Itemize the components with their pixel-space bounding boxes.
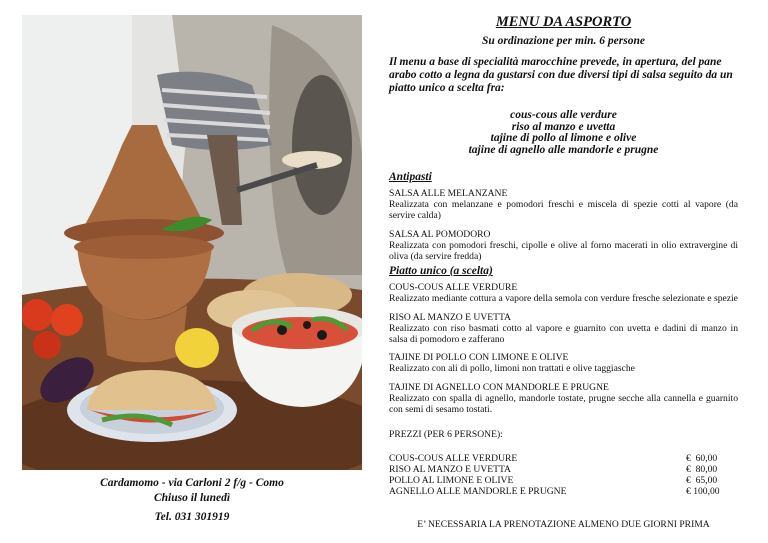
antipasti-heading: Antipasti: [389, 171, 432, 183]
price-row: [389, 453, 738, 464]
choice-list: [389, 110, 738, 156]
choice-item: riso al manzo e uvetta: [511, 120, 616, 133]
price-row: [389, 464, 738, 475]
price-amount: € 60,00: [686, 453, 718, 465]
menu-item-name: TAJINE DI AGNELLO CON MANDORLE E PRUGNE: [389, 381, 609, 393]
choice-item: tajine di agnello alle mandorle e prugne: [468, 143, 659, 156]
menu-item-name: COUS-COUS ALLE VERDURE: [389, 282, 518, 294]
price-item: POLLO AL LIMONE E OLIVE: [389, 475, 514, 487]
menu-item-desc: Realizzata con pomodori freschi, cipolle e olive al forno macerati in olio extravergine di oliva (da servire fredda): [389, 239, 738, 263]
menu-column: [389, 14, 738, 530]
menu-item-name: SALSA AL POMODORO: [389, 228, 491, 240]
menu-item-name: TAJINE DI POLLO CON LIMONE E OLIVE: [389, 352, 569, 364]
price-row: [389, 475, 738, 486]
menu-item: [389, 312, 738, 346]
prices-heading: PREZZI (PER 6 PERSONE):: [389, 429, 503, 441]
menu-item-desc: Realizzata con melanzane e pomodori freschi e miscela di spezie cotti al vapore (da servire calda): [389, 199, 738, 222]
closing-day: Chiuso il lunedì: [153, 492, 231, 504]
menu-intro: Il menu a base di specialità marocchine prevede, in apertura, del pane arabo cotto a legna da gustarsi con due diversi tipi di salsa seguito da un piatto unico a scelta fra:: [389, 56, 733, 94]
menu-item-name: RISO AL MANZO E UVETTA: [389, 311, 511, 323]
piatto-unico-heading: Piatto unico (a scelta): [389, 265, 493, 278]
price-amount: € 100,00: [686, 486, 720, 498]
menu-item-desc: Realizzato con riso basmati cotto al vapore e guarnito con uvetta e dadini di manzo in salsa di pomodoro e zafferano: [389, 322, 738, 346]
food-photo-icon: [22, 15, 362, 470]
menu-item: [389, 282, 738, 304]
menu-item-desc: Realizzato con ali di pollo, limoni non trattati e olive taggiasche: [389, 363, 635, 375]
choice-item: cous-cous alle verdure: [510, 109, 617, 121]
menu-item-name: SALSA ALLE MELANZANE: [389, 188, 508, 199]
price-item: COUS-COUS ALLE VERDURE: [389, 453, 518, 465]
booking-note: E’ NECESSARIA LA PRENOTAZIONE ALMENO DUE GIORNI PRIMA: [417, 519, 710, 531]
phone-number: Tel. 031 301919: [154, 511, 230, 523]
menu-subtitle: Su ordinazione per min. 6 persone: [482, 35, 645, 47]
price-item: AGNELLO ALLE MANDORLE E PRUGNE: [389, 486, 567, 498]
price-item: RISO AL MANZO E UVETTA: [389, 464, 511, 476]
menu-item: [389, 352, 738, 374]
price-amount: € 65,00: [686, 475, 718, 487]
price-amount: € 80,00: [686, 464, 718, 476]
menu-item: [389, 382, 738, 416]
menu-item: [389, 229, 738, 263]
menu-title: MENU DA ASPORTO: [495, 14, 632, 30]
choice-item: tajine di pollo al limone e olive: [490, 132, 637, 144]
price-list: [389, 453, 738, 497]
restaurant-address: Cardamomo - via Carloni 2 f/g - Como: [100, 477, 284, 489]
menu-item-desc: Realizzato con spalla di agnello, mandorle tostate, prugne secche alla cannella e guarnito con semi di sesamo tostati.: [389, 392, 738, 416]
price-row: [389, 486, 738, 497]
menu-item: [389, 188, 738, 222]
menu-item-desc: Realizzato mediante cottura a vapore della semola con verdure fresche selezionate e spezie: [389, 293, 738, 305]
food-photo: [22, 15, 362, 470]
